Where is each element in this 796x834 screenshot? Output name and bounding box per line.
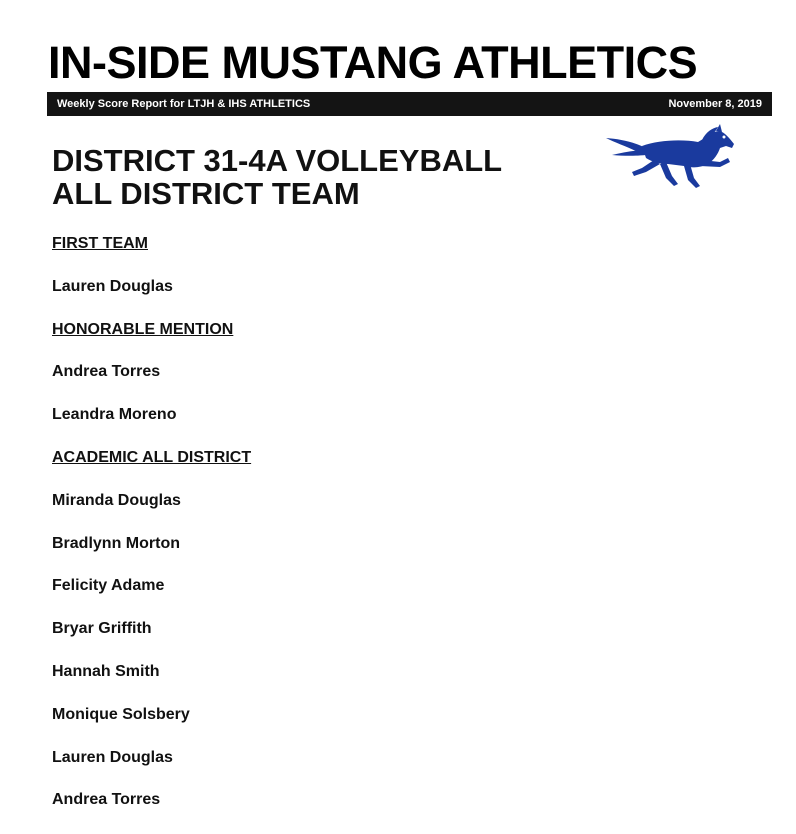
- player-name: Miranda Douglas: [52, 491, 181, 509]
- player-name: Monique Solsbery: [52, 705, 190, 723]
- mustang-horse-icon: [602, 122, 738, 194]
- player-name: Andrea Torres: [52, 791, 161, 809]
- player-name: Lauren Douglas: [52, 748, 173, 766]
- player-name: Bradlynn Morton: [52, 534, 180, 552]
- section-heading-first-team: FIRST TEAM: [52, 235, 148, 252]
- player-name: Bryar Griffith: [52, 620, 152, 638]
- roster-list: [52, 235, 251, 834]
- player-name: Leandra Moreno: [52, 406, 177, 424]
- headline-line-2: ALL DISTRICT TEAM: [52, 176, 360, 211]
- header-bar: [47, 92, 772, 116]
- player-name: Hannah Smith: [52, 662, 160, 680]
- headline-line-1: DISTRICT 31-4A VOLLEYBALL: [52, 143, 503, 178]
- section-heading-honorable-mention: HONORABLE MENTION: [52, 320, 234, 338]
- newsletter-subtitle: Weekly Score Report for LTJH & IHS ATHLETICS: [57, 98, 311, 110]
- article-headline: [52, 144, 502, 210]
- player-name: Lauren Douglas: [52, 277, 173, 295]
- issue-date: November 8, 2019: [668, 98, 762, 110]
- newsletter-title: IN-SIDE MUSTANG ATHLETICS: [48, 37, 698, 88]
- section-heading-academic-all-district: ACADEMIC ALL DISTRICT: [52, 448, 252, 466]
- player-name: Felicity Adame: [52, 577, 165, 595]
- player-name: Andrea Torres: [52, 363, 161, 381]
